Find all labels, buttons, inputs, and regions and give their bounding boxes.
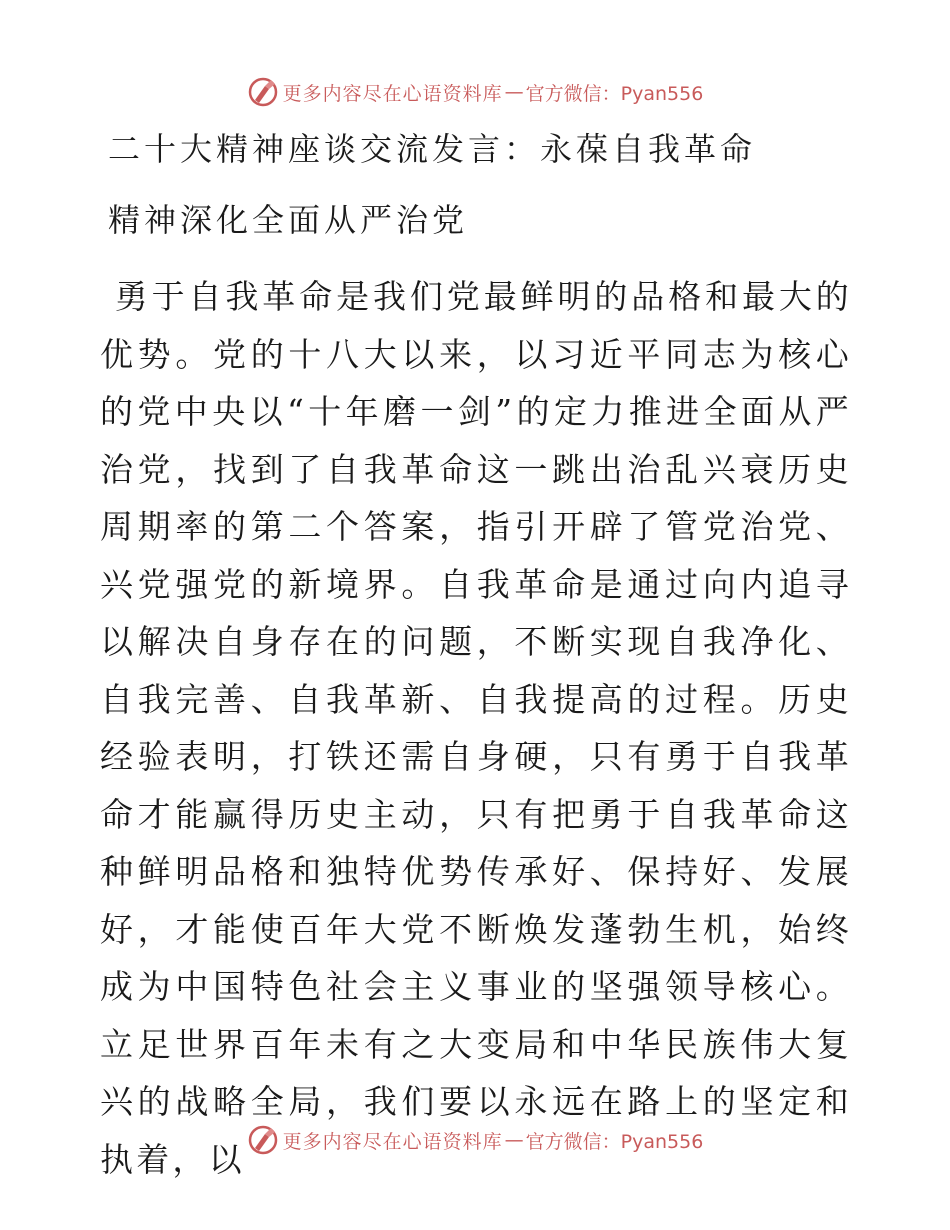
header-watermark [0, 72, 950, 112]
document-title-line-1: 二十大精神座谈交流发言：永葆自我革命 [108, 130, 757, 168]
body-paragraph-text: 勇于自我革命是我们党最鲜明的品格和最大的优势。党的十八大以来，以习近平同志为核心的党中央以“十年磨一剑”的定力推进全面从严治党，找到了自我革命这一跳出治乱兴衰历史周期率的第二个答案，指引开辟了管党治党、兴党强党的新境界。自我革命是通过向内追寻以解决自身存在的问题，不断实现自我净化、自我完善、自我革新、自我提高的过程。历史经验表明，打铁还需自身硬，只有勇于自我革命才能赢得历史主动，只有把勇于自我革命这种鲜明品格和独特优势传承好、保持好、发展好，才能使百年大党不断焕发蓬勃生机，始终成为中国特色社会主义事业的坚强领导核心。立足世界百年未有之大变局和中华民族伟大复兴的战略全局，我们要以永远在路上的坚定和执着，以 [100, 277, 852, 1179]
pen-nib-logo-icon [247, 1124, 279, 1156]
watermark-dash: — [504, 81, 524, 103]
document-title-line-2: 精神深化全面从严治党 [108, 201, 469, 239]
watermark-text: 更多内容尽在心语资料库 [282, 1130, 503, 1153]
watermark-dash: — [504, 1129, 524, 1151]
watermark-text: 更多内容尽在心语资料库 [282, 82, 503, 105]
watermark-wechat: 官方微信：Pyan556 [525, 82, 704, 105]
watermark-wechat: 官方微信：Pyan556 [525, 1130, 704, 1153]
footer-watermark [0, 1120, 950, 1160]
pen-nib-logo-icon [247, 76, 279, 108]
body-paragraph [100, 268, 852, 1188]
